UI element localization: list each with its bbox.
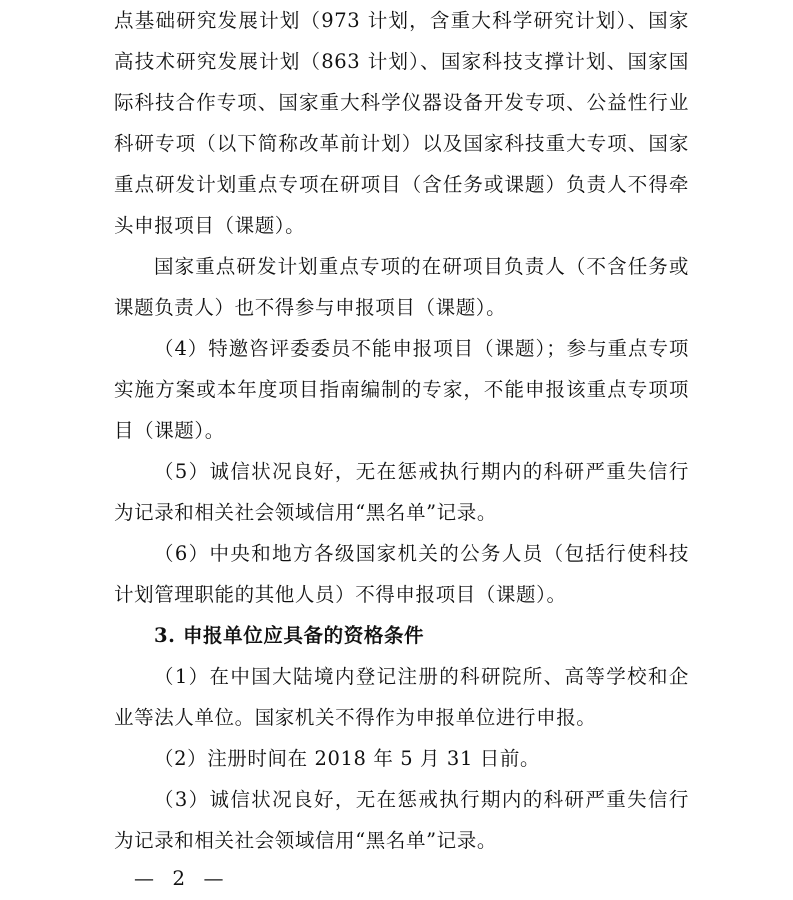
paragraph-unit-item-2: （2）注册时间在 2018 年 5 月 31 日前。 — [154, 747, 541, 770]
page-number: — 2 — — [134, 866, 230, 890]
paragraph-item-4: （4）特邀咨评委委员不能申报项目（课题）；参与重点专项实施方案或本年度项目指南编制的专家，不能申报该重点专项项目（课题）。 — [114, 337, 689, 442]
paragraph-unit-item-1: （1）在中国大陆境内登记注册的科研院所、高等学校和企业等法人单位。国家机关不得作为申报单位进行申报。 — [114, 665, 689, 729]
paragraph-unit-item-3: （3）诚信状况良好，无在惩戒执行期内的科研严重失信行为记录和相关社会领域信用“黑名单”记录。 — [114, 788, 689, 852]
paragraph-item-6: （6）中央和地方各级国家机关的公务人员（包括行使科技计划管理职能的其他人员）不得申报项目（课题）。 — [114, 542, 689, 606]
paragraph-continued: 点基础研究发展计划（973 计划，含重大科学研究计划）、国家高技术研究发展计划（863 计划）、国家科技支撑计划、国家国际科技合作专项、国家重大科学仪器设备开发专项、公益性行业科研专项（以下简称改革前计划）以及国家科技重大专项、国家重点研发计划重点专项在研项目（含任务或课题）负责人不得牵头申报项目（课题）。 — [114, 9, 689, 237]
section-heading: 3. 申报单位应具备的资格条件 — [154, 624, 425, 647]
paragraph-item-5: （5）诚信状况良好，无在惩戒执行期内的科研严重失信行为记录和相关社会领域信用“黑名单”记录。 — [114, 460, 689, 524]
paragraph-key-project-leader: 国家重点研发计划重点专项的在研项目负责人（不含任务或课题负责人）也不得参与申报项目（课题）。 — [114, 255, 689, 319]
